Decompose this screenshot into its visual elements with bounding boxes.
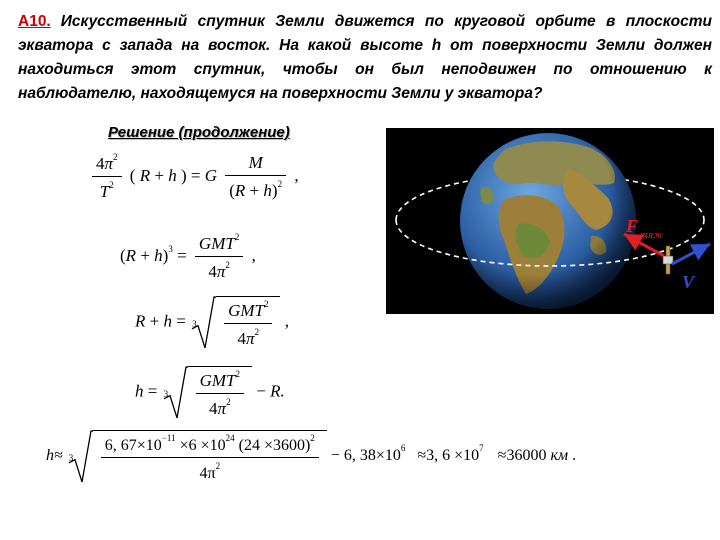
equation-4: h = 3 $\frac{GMT^2}{4\pi^2}$ − R. — [135, 366, 285, 419]
force-label: F — [626, 216, 639, 236]
solution-title: Решение (продолжение) — [108, 124, 290, 141]
force-subscript: тяж — [640, 229, 664, 241]
earth-orbit-svg — [386, 128, 714, 314]
eq4-cube-root: 3 $\frac{GMT^2}{4\pi^2}$ — [162, 366, 252, 419]
equation-5: h≈ 3 $\frac{6, 67\times 10^{-11} \times 6 \times 10^{24} (24 \times 3600)^2}{4\pi^2}$ − 6, $38\times 10^6 \approx 3$, $6 \times 10^7 \approx 36000$ км . — [46, 430, 576, 483]
equation-1: $\frac{4\pi^2}{T^2}$ ( R + h ) = G $\frac{M}{(R + h)^2}$ , — [88, 152, 299, 202]
equation-2: $(R + h)^3$ = $\frac{GMT^2}{4\pi^2}$ , — [120, 232, 256, 281]
eq1-fraction-right: $\frac{M}{(R + h)^2}$ — [225, 153, 286, 201]
velocity-label: V — [682, 272, 695, 292]
eq5-cube-root: 3 $\frac{6, 67\times 10^{-11} \times 6 \times 10^{24} (24 \times 3600)^2}{4\pi^2}$ — [67, 430, 327, 483]
problem-statement — [18, 10, 712, 106]
velocity-arrow — [672, 244, 710, 264]
eq2-fraction: $\frac{GMT^2}{4\pi^2}$ — [195, 232, 243, 282]
problem-text: Искусственный спутник Земли движется по круговой орбите в плоскости экватора с запада на восток. На какой высоте h от поверхности Земли должен находиться этот спутник, чтобы он был неподвижен по отношению к наблюдателю, находящемуся на поверхности Земли у экватора? — [18, 13, 712, 102]
eq1-fraction-left: $\frac{4\pi^2}{T^2}$ — [92, 152, 122, 202]
eq3-cube-root: 3 $\frac{GMT^2}{4\pi^2}$ — [190, 296, 280, 349]
equation-3: R + h = 3 $\frac{GMT^2}{4\pi^2}$ , — [135, 296, 289, 349]
earth-orbit-figure — [386, 128, 714, 314]
problem-label: А10. — [18, 13, 51, 30]
earth-globe — [460, 133, 639, 309]
satellite — [663, 246, 673, 274]
